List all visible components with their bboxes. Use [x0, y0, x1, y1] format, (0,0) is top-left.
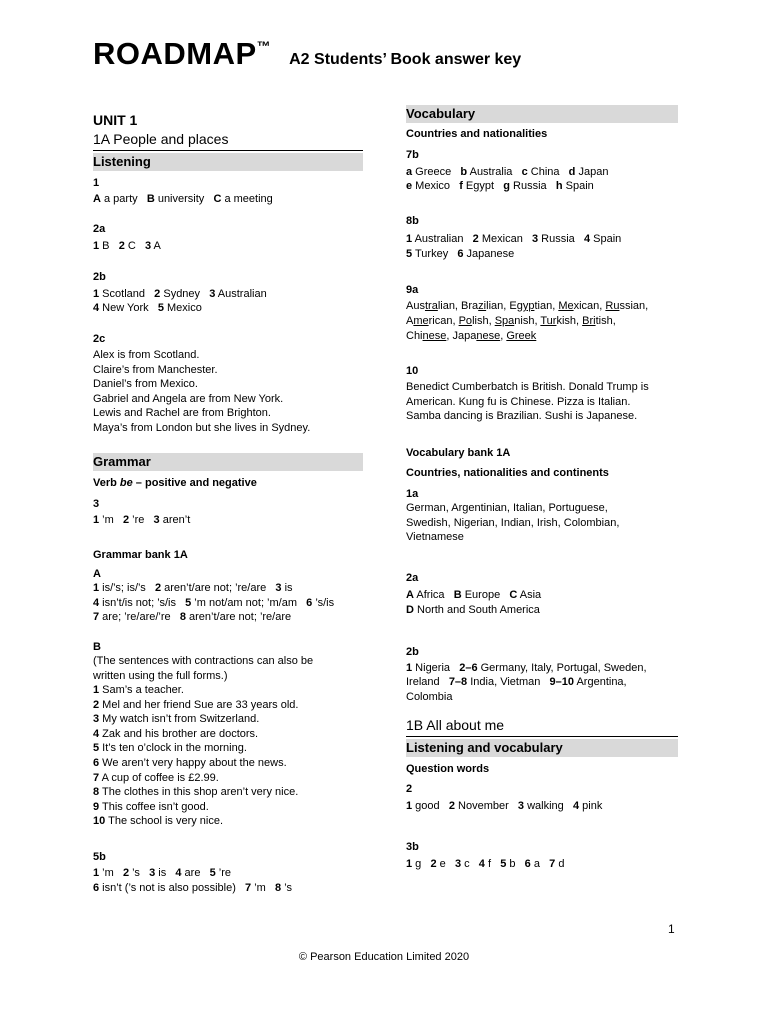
- section-label: Listening: [93, 154, 151, 169]
- answer-key-number: g: [503, 180, 510, 192]
- answer-line: [406, 675, 627, 690]
- answer-key-number: 2: [154, 582, 162, 594]
- answer-text: Spain: [562, 180, 594, 192]
- answer-text: Germany, Italy, Portugal, Sweden,: [477, 662, 647, 674]
- answer-key-number: 1: [93, 514, 100, 526]
- answer-line: [93, 301, 202, 316]
- lesson-title-1b: 1B All about me: [406, 717, 505, 733]
- answer-key-number: 2: [472, 233, 479, 245]
- answer-text: c: [461, 858, 479, 870]
- answer-text: November: [454, 800, 518, 812]
- answer-key-number: d: [568, 166, 576, 178]
- answer-line: [406, 232, 621, 247]
- question-label: 2c: [93, 333, 106, 345]
- answer-line: [93, 596, 334, 611]
- subsection-title: Countries and nationalities: [406, 128, 548, 140]
- answer-key-number: 3: [93, 713, 100, 726]
- answer-key-number: A: [93, 193, 101, 205]
- answer-text: ’re: [129, 514, 154, 526]
- answer-line: [406, 165, 608, 180]
- subsection-title: Vocabulary bank 1A: [406, 447, 511, 459]
- text-line: Claire’s from Manchester.: [93, 363, 218, 376]
- answer-key-number: 8: [275, 882, 282, 894]
- question-label: B: [93, 641, 101, 653]
- copyright-footer: © Pearson Education Limited 2020: [298, 951, 470, 963]
- answer-text: a: [530, 858, 550, 870]
- answer-text: A: [151, 240, 161, 252]
- answer-line: [406, 857, 564, 872]
- answer-key-number: 5: [500, 858, 507, 870]
- answer-key-number: 2: [93, 698, 100, 711]
- answer-line: [406, 179, 594, 194]
- note-line: (The sentences with contractions can also be: [93, 655, 314, 667]
- answer-text: is: [281, 582, 293, 594]
- answer-text: Europe: [461, 589, 510, 601]
- lesson-title-1a: 1A People and places: [93, 131, 229, 147]
- answer-key-number: 4: [93, 727, 100, 740]
- answer-key-number: 2: [430, 858, 437, 870]
- answer-text: are; ’re/are/’re: [99, 611, 180, 623]
- answer-list: [93, 683, 298, 829]
- answer-key-number: 9: [93, 800, 100, 813]
- text-line: Gabriel and Angela are from New York.: [93, 392, 284, 405]
- answer-text: d: [555, 858, 565, 870]
- answer-text: ’s: [129, 867, 150, 879]
- answer-text: ’m: [251, 882, 276, 894]
- question-label: 8b: [406, 215, 419, 227]
- answer-text: ’s/is: [312, 597, 335, 609]
- answer-key-number: 2: [154, 288, 161, 300]
- text-line: Alex is from Scotland.: [93, 349, 200, 361]
- answer-text: Sydney: [160, 288, 210, 300]
- answer-key-number: 4: [478, 858, 485, 870]
- answer-text: are: [181, 867, 210, 879]
- answer-text: university: [154, 193, 214, 205]
- answer-line: [93, 610, 291, 625]
- answer-text: is: [155, 867, 176, 879]
- answer-key-number: 5: [93, 742, 100, 755]
- answer-key-number: 2: [122, 867, 130, 879]
- answer-key-number: A: [406, 589, 414, 601]
- answer-text: Nigeria: [412, 662, 460, 674]
- answer-text: good: [412, 800, 449, 812]
- answer-text: aren’t: [159, 514, 191, 526]
- answer-text: Mexico: [163, 302, 202, 314]
- text-line: Samba dancing is Brazilian. Sushi is Japanese.: [406, 410, 638, 423]
- question-label: 5b: [93, 851, 106, 863]
- answer-text: C: [124, 240, 145, 252]
- answer-key-number: 3: [144, 240, 152, 252]
- answer-key-number: 2: [448, 800, 455, 812]
- text-line: Lewis and Rachel are from Brighton.: [93, 407, 271, 420]
- answer-key-number: a: [406, 166, 413, 178]
- answer-key-number: 1: [406, 662, 413, 674]
- answer-key-number: 7: [549, 858, 556, 870]
- answer-key-number: 1: [93, 240, 100, 252]
- section-label: Listening and vocabulary: [406, 740, 563, 755]
- answer-key-number: h: [555, 180, 563, 192]
- answer-key-number: 1: [93, 582, 100, 594]
- text-line: Daniel’s from Mexico.: [93, 378, 198, 391]
- section-label: Grammar: [93, 454, 151, 469]
- answer-key-number: 7: [93, 771, 100, 784]
- answer-key-number: 1: [406, 800, 413, 812]
- answer-line: [93, 513, 190, 528]
- answer-key-number: 3: [153, 514, 160, 526]
- section-label: Vocabulary: [406, 106, 476, 121]
- answer-key-number: 3: [149, 867, 156, 879]
- answer-key-number: c: [521, 166, 528, 178]
- list-item: [93, 741, 298, 756]
- answer-key-number: 2: [122, 514, 130, 526]
- answer-text: Asia: [517, 589, 542, 601]
- stressed-words-line: American, Polish, Spanish, Turkish, British,: [406, 315, 616, 327]
- list-item: [93, 800, 298, 815]
- answer-line: [93, 239, 161, 254]
- answer-key-number: 6: [93, 756, 100, 769]
- page-header: [93, 36, 521, 72]
- answer-key-number: 7–8: [448, 676, 468, 688]
- answer-text: India, Vietman: [467, 676, 550, 688]
- answer-text: China: [527, 166, 569, 178]
- answer-text: Greece: [412, 166, 461, 178]
- question-label: 7b: [406, 149, 419, 161]
- stressed-words-line: Australian, Brazilian, Egyptian, Mexican, Russian,: [406, 300, 649, 312]
- answer-line: [93, 581, 293, 596]
- question-label: 3b: [406, 841, 419, 853]
- answer-key-number: 5: [185, 597, 192, 609]
- answer-key-number: C: [509, 589, 518, 601]
- section-grammar: [93, 453, 363, 471]
- answer-key-number: 3: [209, 288, 216, 300]
- subsection-title: Verb be – positive and negative: [93, 477, 257, 489]
- answer-block: [406, 380, 649, 424]
- answer-text: pink: [579, 800, 603, 812]
- text-line: Maya’s from London but she lives in Sydney.: [93, 421, 311, 434]
- answer-text: My watch isn’t from Switzerland.: [99, 713, 260, 726]
- answer-key-number: 2–6: [459, 662, 478, 674]
- answer-block: [93, 348, 310, 436]
- question-label: 2b: [93, 271, 106, 283]
- answer-text: aren’t/are not; ’re/are: [161, 582, 276, 594]
- answer-key-number: 6: [524, 858, 531, 870]
- answer-text: Zak and his brother are doctors.: [99, 727, 259, 740]
- answer-key-number: 4: [93, 302, 100, 314]
- answer-text: Australia: [467, 166, 522, 178]
- text-line: Benedict Cumberbatch is British. Donald Trump is: [406, 381, 649, 393]
- answer-key-number: 5: [406, 248, 413, 260]
- section-vocabulary: [406, 105, 678, 123]
- answer-text: Scotland: [99, 288, 155, 300]
- answer-text: f: [484, 858, 501, 870]
- list-item: [93, 814, 298, 829]
- answer-key-number: e: [406, 180, 413, 192]
- answer-key-number: 8: [93, 786, 100, 799]
- answer-key-number: 4: [175, 867, 182, 879]
- answer-key-number: 4: [572, 800, 580, 812]
- question-label: 2b: [406, 646, 419, 658]
- answer-text: Mexican: [478, 233, 532, 245]
- answer-line: Colombia: [406, 691, 453, 703]
- answer-line: [93, 287, 267, 302]
- answer-text: Sam’s a teacher.: [99, 684, 184, 696]
- question-label: 3: [93, 498, 100, 510]
- answer-text: isn’t/is not; ’s/is: [99, 597, 186, 609]
- subsection-title: Grammar bank 1A: [93, 549, 188, 561]
- list-item: [93, 756, 298, 771]
- answer-key-number: 10: [93, 815, 106, 828]
- section-listening-vocabulary: [406, 739, 678, 757]
- list-item: [93, 771, 298, 786]
- answer-key-number: 4: [93, 597, 100, 609]
- answer-line: [406, 603, 540, 618]
- answer-text: Russia: [509, 180, 556, 192]
- trademark: ™: [256, 38, 271, 54]
- question-label: A: [93, 568, 101, 580]
- list-item: [93, 698, 298, 713]
- answer-key-number: 1: [406, 858, 413, 870]
- text-line: German, Argentinian, Italian, Portuguese,: [406, 502, 608, 514]
- divider: [406, 736, 678, 737]
- question-label: 1a: [406, 488, 419, 500]
- answer-text: Africa: [413, 589, 454, 601]
- answer-text: ’m: [99, 514, 123, 526]
- divider: [93, 150, 363, 151]
- answer-key-number: 6: [306, 597, 313, 609]
- answer-key-number: 8: [179, 611, 186, 623]
- answer-key-number: f: [459, 180, 463, 192]
- answer-key-number: 6: [457, 248, 464, 260]
- question-label: 9a: [406, 284, 419, 296]
- answer-key-number: 6: [93, 882, 100, 894]
- text-line: American. Kung fu is Chinese. Pizza is Italian.: [406, 395, 631, 408]
- answer-text: The school is very nice.: [105, 815, 224, 828]
- answer-text: ’m: [99, 867, 123, 879]
- answer-text: Spain: [590, 233, 622, 245]
- answer-text: We aren’t very happy about the news.: [99, 756, 287, 769]
- answer-key-number: 1: [406, 233, 413, 245]
- answer-text: ’re: [215, 867, 232, 879]
- answer-key-number: 5: [157, 302, 164, 314]
- list-item: [93, 712, 298, 727]
- answer-text: Ireland: [406, 676, 449, 688]
- answer-text: aren’t/are not; ’re/are: [185, 611, 292, 623]
- answer-key-number: 1: [93, 867, 100, 879]
- answer-text: Japanese: [463, 248, 515, 260]
- answer-text: Egypt: [462, 180, 504, 192]
- text-line: Vietnamese: [406, 531, 464, 544]
- answer-text: isn’t (’s not is also possible): [99, 882, 246, 894]
- answer-line: [93, 881, 292, 896]
- answer-text: The clothes in this shop aren’t very nice.: [99, 786, 299, 799]
- answer-key-number: 4: [583, 233, 591, 245]
- answer-text: g: [412, 858, 431, 870]
- answer-key-number: 7: [245, 882, 252, 894]
- answer-text: a meeting: [221, 193, 273, 205]
- answer-text: ’s: [281, 882, 292, 894]
- page-subtitle: A2 Students’ Book answer key: [289, 51, 522, 68]
- answer-key-number: D: [406, 604, 414, 616]
- answer-key-number: 1: [93, 288, 100, 300]
- stressed-words-line: Chinese, Japanese, Greek: [406, 330, 537, 342]
- answer-text: This coffee isn’t good.: [99, 800, 209, 813]
- answer-key-number: b: [460, 166, 468, 178]
- answer-block: [406, 501, 619, 545]
- note-line: written using the full forms.): [93, 670, 228, 682]
- answer-line: [406, 799, 602, 814]
- answer-text: Australian: [215, 288, 267, 300]
- answer-line: [406, 661, 647, 676]
- subsection-title: Question words: [406, 763, 490, 775]
- answer-key-number: 3: [517, 800, 525, 812]
- answer-text: North and South America: [413, 604, 540, 616]
- answer-text: Turkey: [412, 248, 458, 260]
- subsection-title: Countries, nationalities and continents: [406, 467, 609, 479]
- answer-key-number: 1: [93, 684, 100, 696]
- answer-key-number: B: [453, 589, 462, 601]
- answer-key-number: C: [213, 193, 222, 205]
- answer-text: ’m not/am not; ’m/am: [191, 597, 307, 609]
- answer-text: Australian: [412, 233, 473, 245]
- text-line: Swedish, Nigerian, Indian, Irish, Colombian,: [406, 516, 620, 529]
- answer-line: [406, 588, 541, 603]
- question-label: 1: [93, 177, 100, 189]
- answer-text: Russia: [538, 233, 584, 245]
- brand-title: ROADMAP: [93, 36, 257, 71]
- list-item: [93, 727, 298, 742]
- answer-line: [93, 192, 273, 207]
- list-item: [93, 683, 298, 698]
- section-listening: [93, 153, 363, 171]
- answer-key-number: 2: [118, 240, 125, 252]
- answer-text: Japan: [575, 166, 609, 178]
- answer-line: [93, 866, 231, 881]
- answer-text: It’s ten o’clock in the morning.: [99, 742, 247, 755]
- question-label: 10: [406, 365, 419, 377]
- answer-key-number: 3: [275, 582, 282, 594]
- question-label: 2a: [406, 572, 419, 584]
- answer-line: [406, 247, 514, 262]
- answer-text: b: [506, 858, 525, 870]
- question-label: 2: [406, 783, 413, 795]
- answer-key-number: 5: [209, 867, 216, 879]
- answer-text: New York: [99, 302, 158, 314]
- answer-text: walking: [524, 800, 573, 812]
- answer-text: is/’s; is/’s: [99, 582, 155, 594]
- answer-text: e: [436, 858, 455, 870]
- answer-key-number: B: [146, 193, 155, 205]
- answer-text: A cup of coffee is £2.99.: [99, 771, 219, 784]
- answer-key-number: 3: [454, 858, 462, 870]
- question-label: 2a: [93, 223, 106, 235]
- list-item: [93, 785, 298, 800]
- answer-text: B: [99, 240, 119, 252]
- answer-key-number: 7: [93, 611, 100, 623]
- answer-key-number: 9–10: [549, 676, 575, 688]
- answer-text: a party: [100, 193, 147, 205]
- answer-key-number: 3: [531, 233, 539, 245]
- page-number: 1: [668, 922, 675, 936]
- answer-text: Argentina,: [574, 676, 627, 688]
- answer-text: Mel and her friend Sue are 33 years old.: [99, 698, 299, 711]
- unit-title: UNIT 1: [93, 112, 138, 128]
- answer-text: Mexico: [412, 180, 460, 192]
